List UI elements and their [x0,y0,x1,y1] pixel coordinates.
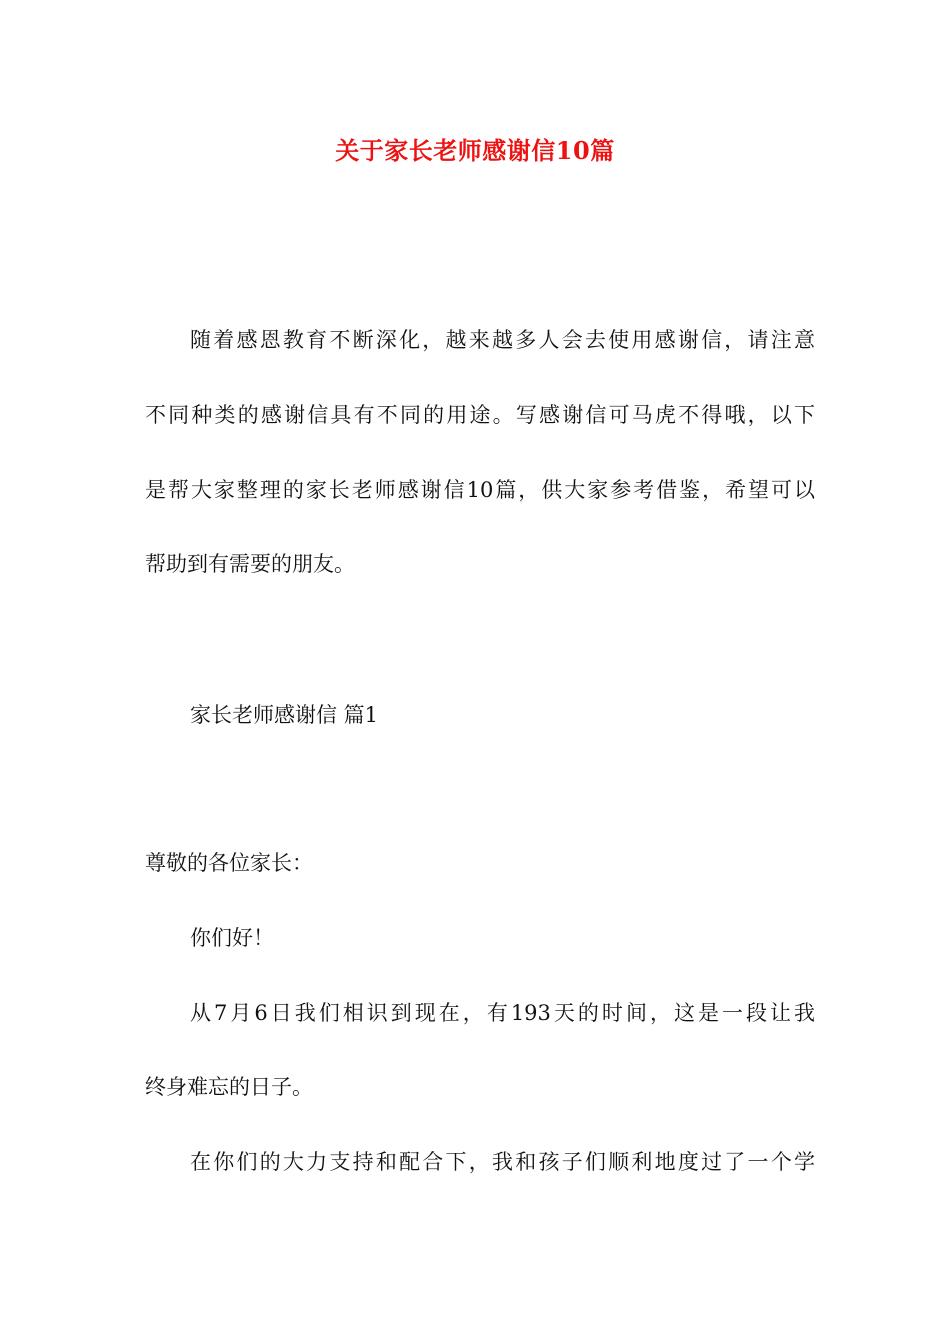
body-line-1: 从7月6日我们相识到现在，有193天的时间，这是一段让我 [190,1001,815,1025]
body-line-2: 终身难忘的日子。 [145,1075,313,1099]
section-heading: 家长老师感谢信 篇1 [190,703,379,727]
salutation: 尊敬的各位家长： [145,851,313,875]
intro-line-1: 随着感恩教育不断深化，越来越多人会去使用感谢信，请注意 [190,328,815,352]
intro-line-4: 帮助到有需要的朋友。 [145,552,355,576]
body-line-3: 在你们的大力支持和配合下，我和孩子们顺利地度过了一个学 [190,1150,815,1174]
document-title: 关于家长老师感谢信10篇 [335,136,615,165]
intro-line-2: 不同种类的感谢信具有不同的用途。写感谢信可马虎不得哦，以下 [145,403,815,427]
intro-line-3: 是帮大家整理的家长老师感谢信10篇，供大家参考借鉴，希望可以 [145,478,815,502]
greeting: 你们好！ [190,926,274,950]
